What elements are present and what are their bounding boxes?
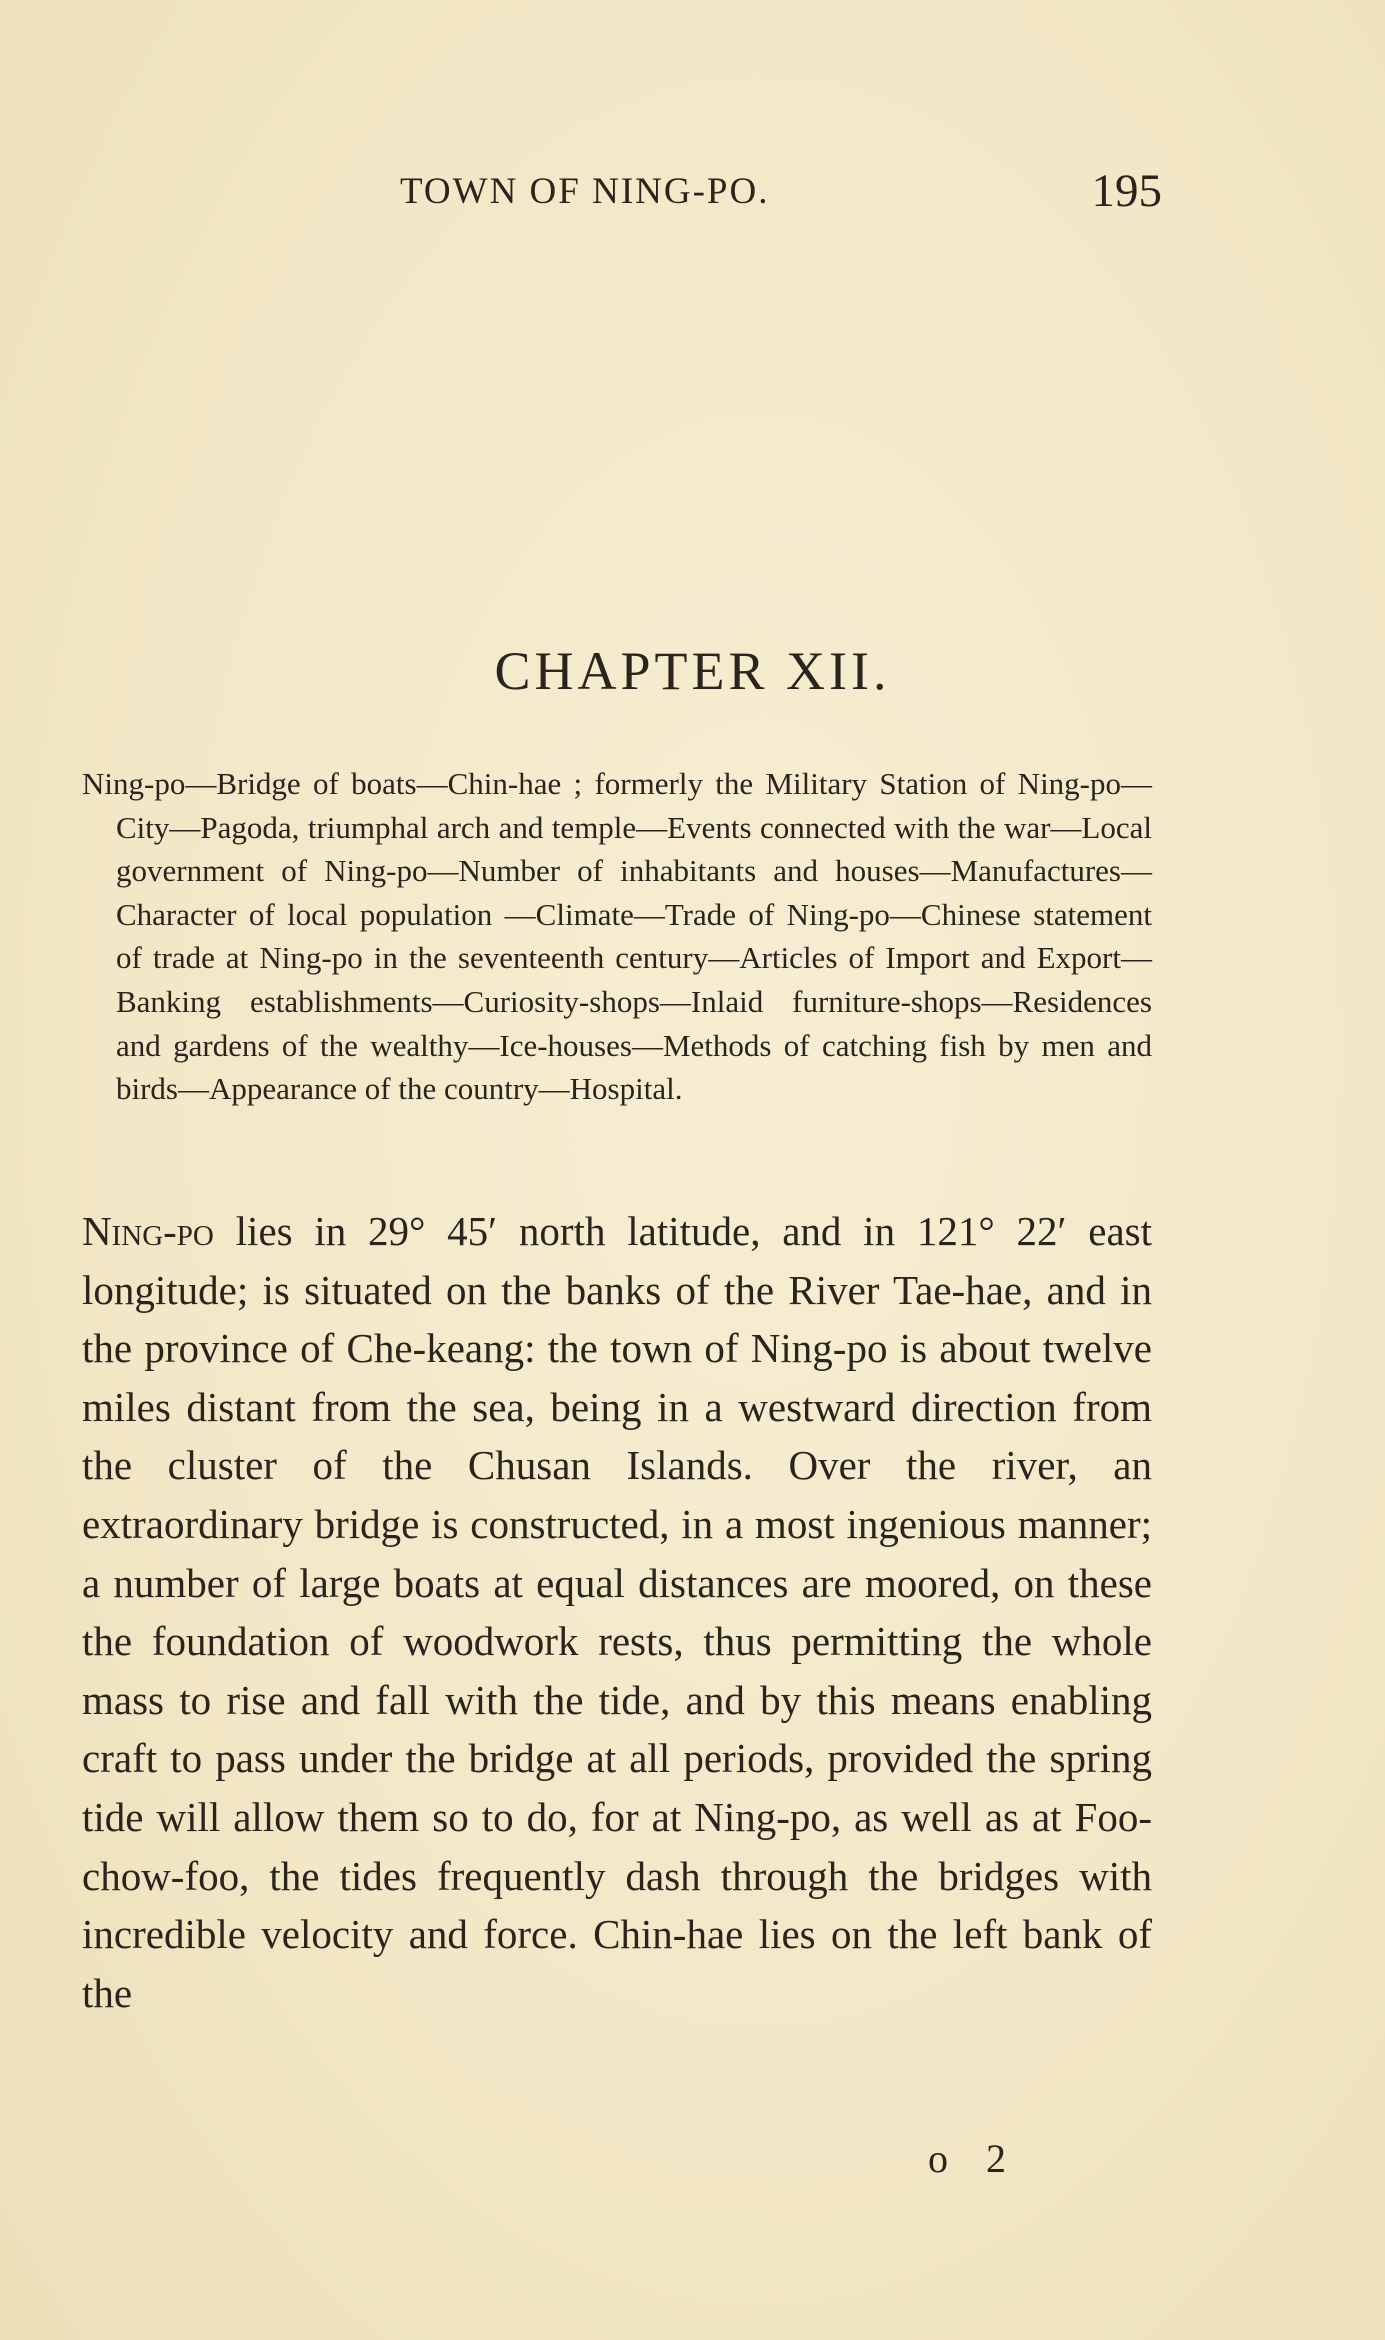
signature-mark: o 2 (928, 2136, 1020, 2181)
chapter-title: CHAPTER XII. (494, 641, 891, 701)
lead-words: Ning-po (82, 1208, 214, 1254)
body-paragraph (82, 1202, 1152, 2022)
chapter-summary: Ning-po—Bridge of boats—Chin-hae ; formerly the Military Station of Ning-po—City—Pagoda, triumphal arch and temple—Events connected with the war—Local government of Ning-po—Number of inhabitants and houses—Manufactures—Character of local population —Climate—Trade of Ning-po—Chinese statement of trade at Ning-po in the seventeenth century—Articles of Import and Export—Banking establishments—Curiosity-shops—Inlaid furniture-shops—Residences and gardens of the wealthy—Ice-houses—Methods of catching fish by men and birds—Appearance of the country—Hospital. (82, 766, 1152, 1107)
running-title: TOWN OF NING-PO. (400, 171, 770, 212)
body-text: lies in 29° 45′ north latitude, and in 121° 22′ east longitude; is situated on the banks of the River Tae-hae, and in the province of Che-keang: the town of Ning-po is about twelve miles distant from the sea, being in a westward direction from the cluster of the Chusan Islands. Over the river, an extraordinary bridge is constructed, in a most ingenious manner; a number of large boats at equal distances are moored, on these the foundation of woodwork rests, thus permitting the whole mass to rise and fall with the tide, and by this means enabling craft to pass under the bridge at all periods, provided the spring tide will allow them so to do, for at Ning-po, as well as at Foo-chow-foo, the tides frequently dash through the bridges with incredible velocity and force. Chin-hae lies on the left bank of the (82, 1208, 1152, 2016)
running-head (80, 165, 1162, 220)
page-number: 195 (1091, 165, 1162, 217)
